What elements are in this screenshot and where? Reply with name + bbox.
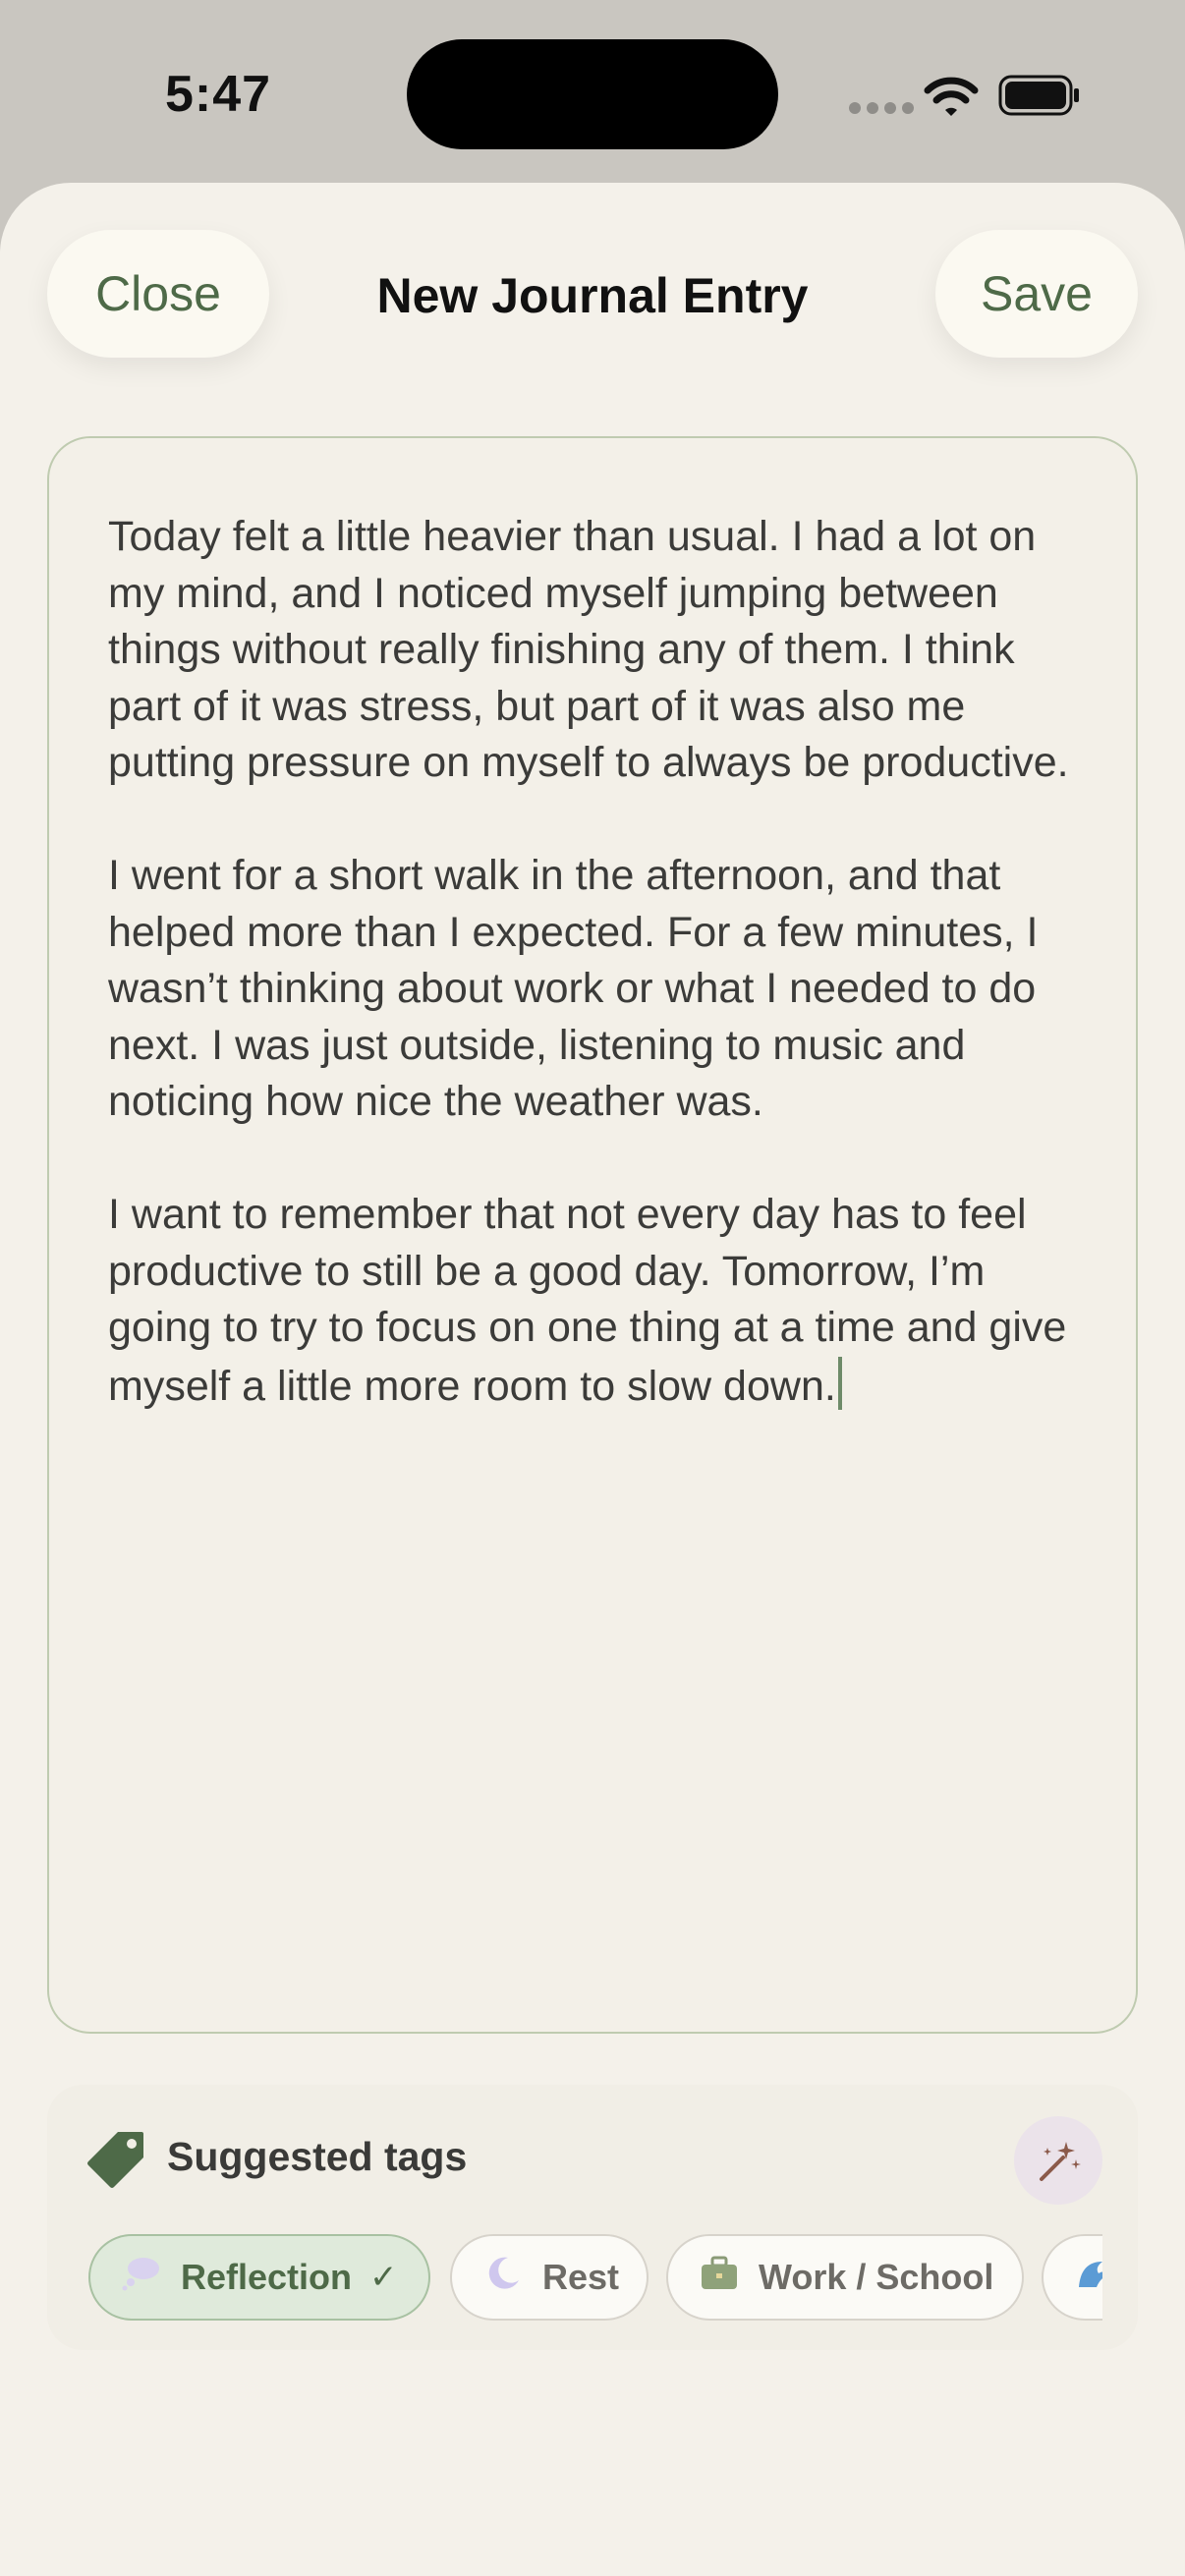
- tag-chip-rest[interactable]: [450, 2234, 649, 2321]
- magic-wand-button[interactable]: [1014, 2116, 1102, 2205]
- magic-wand-icon: [1034, 2136, 1083, 2185]
- status-time: 5:47: [165, 66, 272, 123]
- briefcase-icon: [698, 2256, 741, 2300]
- thought-bubble-icon: [120, 2256, 163, 2300]
- tag-chip-work-school[interactable]: [666, 2234, 1024, 2321]
- tag-chip-partial[interactable]: [1042, 2234, 1102, 2321]
- tag-chip-label: Work / School: [759, 2257, 994, 2297]
- tag-chip-list: [88, 2234, 1102, 2324]
- wifi-icon: [924, 75, 979, 118]
- journal-text-editor[interactable]: [47, 436, 1138, 2034]
- save-button[interactable]: Save: [935, 230, 1138, 358]
- close-button[interactable]: Close: [47, 230, 269, 358]
- checkmark-icon: ✓: [369, 2259, 398, 2296]
- moon-icon: [481, 2255, 525, 2301]
- tag-chip-reflection[interactable]: [88, 2234, 430, 2321]
- cellular-signal-icon: [849, 102, 914, 114]
- page-title: New Journal Entry: [376, 268, 809, 323]
- tag-chip-label: Reflection: [181, 2257, 353, 2297]
- journal-text[interactable]: [108, 509, 1091, 1415]
- battery-icon: [998, 75, 1081, 116]
- journal-paragraph: I want to remember that not every day has to feel productive to still be a good day. Tomorrow, I’m going to try to focus on one thing at a time and give myself a little more room to slow down.: [108, 1191, 1067, 1410]
- dynamic-island: [407, 39, 778, 149]
- journal-paragraph: Today felt a little heavier than usual. I had a lot on my mind, and I noticed myself jumping between things without really finishing any of them. I think part of it was stress, but part of it was also me putting pressure on myself to always be productive.: [108, 513, 1069, 786]
- status-bar: [0, 0, 1185, 187]
- tag-chip-label: Rest: [542, 2257, 620, 2297]
- suggested-tags-title: Suggested tags: [167, 2134, 468, 2179]
- suggested-tags-panel: [47, 2085, 1138, 2350]
- text-cursor: [838, 1357, 842, 1410]
- tag-icon: [86, 2128, 147, 2189]
- wave-icon: [1073, 2256, 1102, 2300]
- journal-paragraph: I went for a short walk in the afternoon, and that helped more than I expected. For a few minutes, I wasn’t thinking about work or what I needed to do next. I was just outside, listening to music and noticing how nice the weather was.: [108, 852, 1039, 1125]
- journal-entry-sheet: [0, 183, 1185, 2576]
